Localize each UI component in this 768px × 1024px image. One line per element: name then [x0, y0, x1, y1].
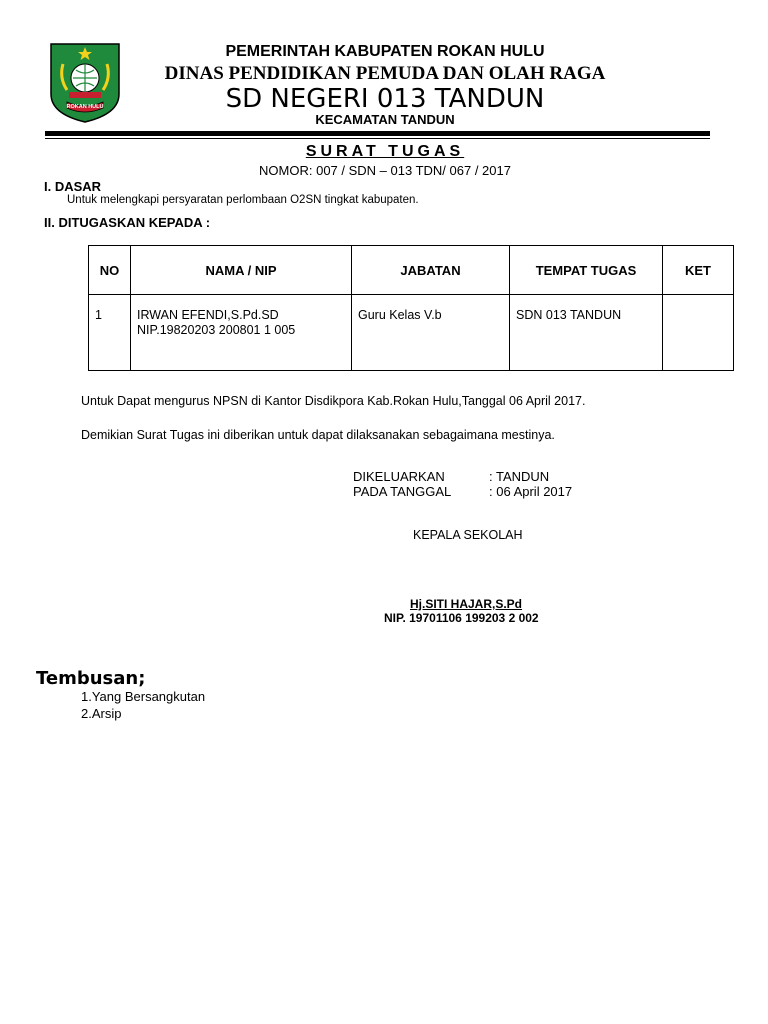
section-dasar-text: Untuk melengkapi persyaratan perlombaan O2SN tingkat kabupaten.: [67, 194, 419, 206]
employee-name: IRWAN EFENDI,S.Pd.SD: [137, 308, 279, 322]
issued-date-label: PADA TANGGAL: [353, 484, 452, 499]
body-paragraph-1: Untuk Dapat mengurus NPSN di Kantor Disdikpora Kab.Rokan Hulu,Tanggal 06 April 2017.: [81, 394, 586, 408]
column-header-ket: KET: [663, 246, 734, 295]
letter-number: NOMOR: 007 / SDN – 013 TDN/ 067 / 2017: [259, 163, 511, 178]
section-dasar-heading: I. DASAR: [44, 179, 102, 194]
tembusan-item-2: 2.Arsip: [81, 706, 122, 721]
cell-tempat-tugas: SDN 013 TANDUN: [510, 295, 663, 371]
column-header-jabatan: JABATAN: [352, 246, 510, 295]
employee-nip: NIP.19820203 200801 1 005: [137, 323, 296, 337]
cell-nama-nip: [131, 295, 352, 371]
header-department: DINAS PENDIDIKAN PEMUDA DAN OLAH RAGA: [164, 63, 606, 84]
cell-ket: [663, 295, 734, 371]
signature-nip: NIP. 19701106 199203 2 002: [384, 611, 539, 625]
table-header-row: [89, 246, 734, 295]
tembusan-item-1: 1.Yang Bersangkutan: [81, 689, 206, 704]
cell-jabatan: Guru Kelas V.b: [352, 295, 510, 371]
header-divider-thin: [45, 138, 710, 139]
column-header-tempat-tugas: TEMPAT TUGAS: [510, 246, 663, 295]
issued-date-value: : 06 April 2017: [489, 484, 573, 499]
logo-text: ROKAN HULU: [66, 104, 104, 110]
cell-no: 1: [89, 295, 131, 371]
header-school-name: SD NEGERI 013 TANDUN: [225, 84, 545, 114]
signature-role: KEPALA SEKOLAH: [413, 528, 523, 542]
header-government: PEMERINTAH KABUPATEN ROKAN HULU: [225, 43, 545, 60]
rokan-hulu-emblem-icon: [49, 42, 121, 124]
issued-place-label: DIKELUARKAN: [353, 469, 445, 484]
letter-title: SURAT TUGAS: [305, 143, 465, 160]
header-divider-thick: [45, 131, 710, 136]
issued-place-value: : TANDUN: [489, 469, 550, 484]
signature-name: Hj.SITI HAJAR,S.Pd: [410, 597, 523, 611]
column-header-nama-nip: NAMA / NIP: [131, 246, 352, 295]
body-paragraph-2: Demikian Surat Tugas ini diberikan untuk dapat dilaksanakan sebagaimana mestinya.: [81, 428, 555, 442]
header-district: KECAMATAN TANDUN: [315, 112, 455, 127]
assignment-table: [88, 245, 734, 371]
column-header-no: NO: [89, 246, 131, 295]
tembusan-heading: Tembusan;: [36, 668, 146, 689]
table-row: [89, 295, 734, 371]
regency-logo: [49, 42, 121, 124]
section-ditugaskan-heading: II. DITUGASKAN KEPADA :: [44, 215, 211, 230]
